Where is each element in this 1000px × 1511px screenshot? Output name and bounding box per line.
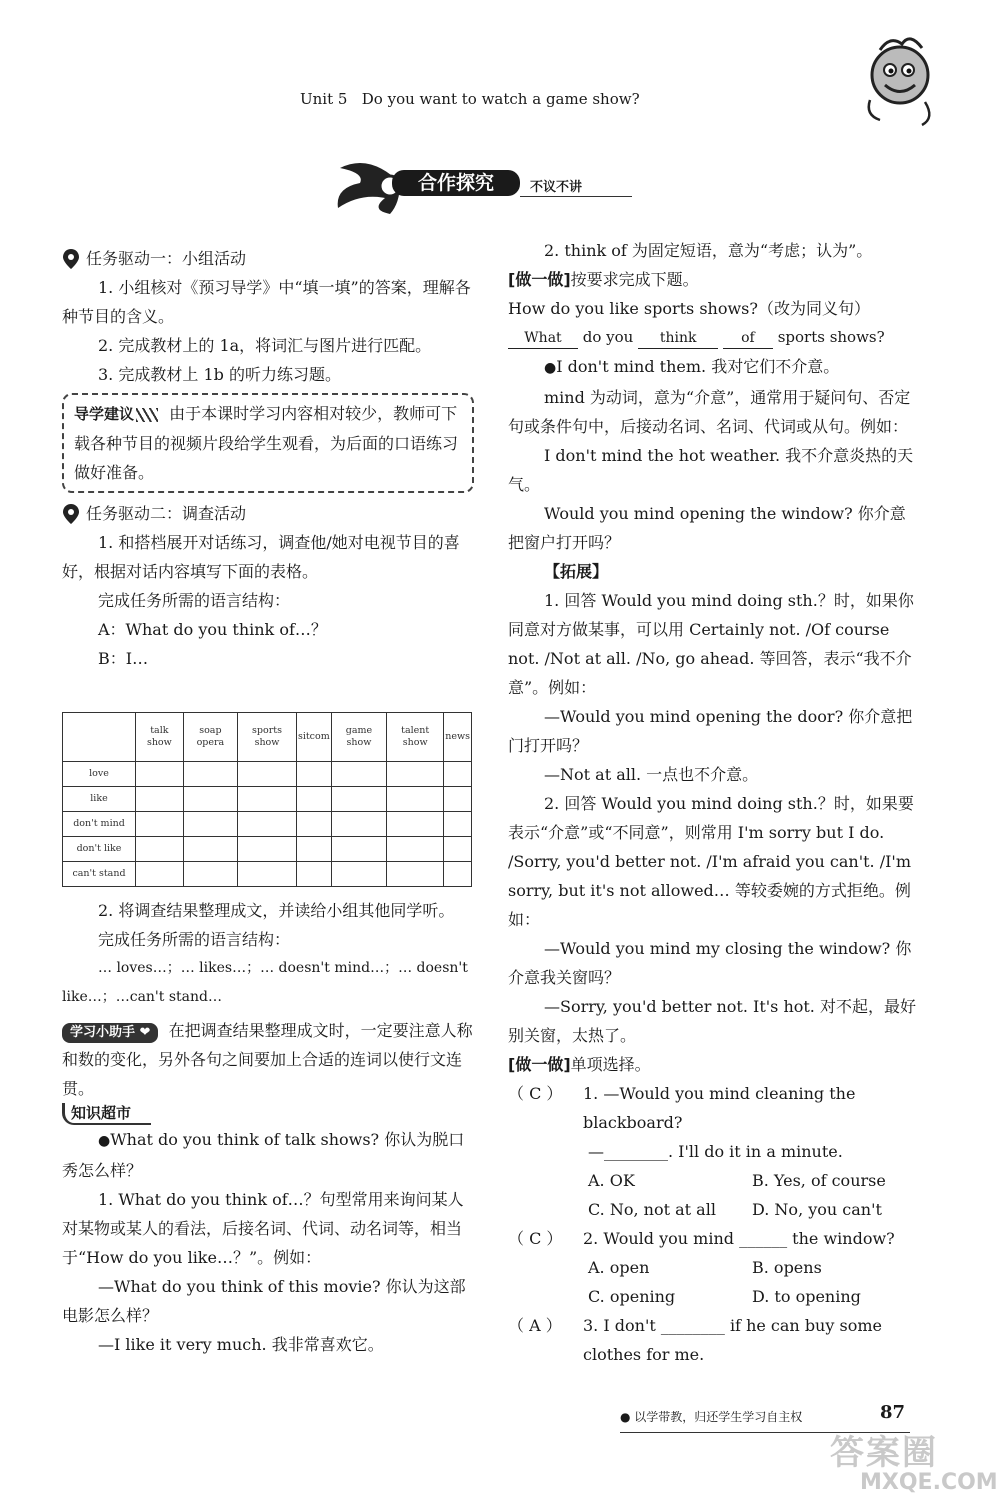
fill-in-line <box>508 323 916 352</box>
table-row <box>63 812 472 837</box>
do-it-2 <box>508 1050 916 1079</box>
table-row <box>63 762 472 787</box>
table-cell[interactable] <box>387 837 444 862</box>
banner-title: 合作探究 <box>392 170 520 196</box>
do-it-2-text: 单项选择。 <box>570 1055 651 1074</box>
table-cell[interactable] <box>387 787 444 812</box>
expand-1-example-2: —Not at all. 一点也不介意。 <box>544 765 759 784</box>
table-cell[interactable] <box>444 837 472 862</box>
fill-text-1: do you <box>582 328 634 346</box>
expand-2: 2. 回答 Would you mind doing sth.？时，如果要表示“介意”或“不同意”，则常用 I'm sorry but I do. /Sorry, you'd better not. /I'm afraid you can't. /I'm sorry, but it's not allowed… 等较委婉的方式拒绝。例如： <box>508 794 914 929</box>
tip-text: 由于本课时学习内容相对较少，教师可下载各种节目的视频片段给学生观看，为后面的口语练习做好准备。 <box>74 404 459 482</box>
table-cell[interactable] <box>183 762 237 787</box>
knowledge-label: 知识超市 <box>62 1103 151 1125</box>
dialog-a: A：What do you think of…？ <box>98 620 327 639</box>
question-1-reply: —________. I'll do it in a minute. <box>588 1142 843 1161</box>
bullet-icon: ● <box>544 360 557 376</box>
table-cell[interactable] <box>296 762 331 787</box>
location-pin-icon <box>62 503 80 525</box>
k2-text: mind 为动词，意为“介意”，通常用于疑问句、否定句或条件句中，后接动名词、名词、代词或从句。例如： <box>508 388 911 436</box>
table-cell[interactable] <box>238 837 297 862</box>
table-cell[interactable] <box>183 837 237 862</box>
helper-label-text: 学习小助手 <box>70 1025 136 1040</box>
left-column-lower <box>62 896 474 1359</box>
helper-text: 在把调查结果整理成文时，一定要注意人称和数的变化，另外各句之间要加上合适的连词以使行文连贯。 <box>62 1021 473 1098</box>
k2-example-1: I don't mind the hot weather. 我不介意炎热的天气。 <box>508 446 914 494</box>
right-column <box>508 236 916 1369</box>
structure-text: … loves…；… likes…；… doesn't mind…；… doesn't like…；…can't stand… <box>62 960 468 1005</box>
table-row <box>63 862 472 887</box>
tip-label: 导学建议 <box>74 405 135 423</box>
fill-text-end: sports shows? <box>777 328 885 346</box>
table-cell[interactable] <box>331 812 386 837</box>
task1-item-3: 3. 完成教材上 1b 的听力练习题。 <box>98 365 341 384</box>
option[interactable]: A. open <box>588 1258 650 1277</box>
table-header-cell: talk show <box>136 713 184 762</box>
task2-item-2: 2. 将调查结果整理成文，并读给小组其他同学听。 <box>98 901 455 920</box>
table-cell[interactable] <box>387 762 444 787</box>
k1-title-text: What do you think of talk shows? 你认为脱口秀怎么样？ <box>62 1130 465 1180</box>
banner-subtitle: 不议不讲 <box>530 180 583 195</box>
row-label: like <box>63 787 136 812</box>
expand-label: 【拓展】 <box>544 562 609 581</box>
option[interactable]: B. opens <box>752 1258 822 1277</box>
table-cell[interactable] <box>444 762 472 787</box>
table-cell[interactable] <box>444 787 472 812</box>
k2-example-2: Would you mind opening the window? 你介意把窗户打开吗？ <box>508 504 906 552</box>
hatch-icon <box>136 408 158 422</box>
expand-2-example-1: —Would you mind my closing the window? 你介意我关窗吗？ <box>508 939 912 987</box>
bullet-icon: ● <box>98 1133 111 1149</box>
tip-box <box>62 393 474 493</box>
question-3-text: 3. I don't ________ if he can buy some clothes for me. <box>583 1316 882 1364</box>
row-label: love <box>63 762 136 787</box>
do-it-1 <box>508 265 916 294</box>
option[interactable]: A. OK <box>588 1171 635 1190</box>
task2-item-1: 1. 和搭档展开对话练习，调查他/她对电视节目的喜好，根据对话内容填写下面的表格。 <box>62 533 460 581</box>
rewrite-question: How do you like sports shows?（改为同义句） <box>508 299 870 318</box>
helper-paragraph <box>62 1016 474 1103</box>
structure-label-2: 完成任务所需的语言结构： <box>98 930 291 949</box>
question-2-options-row-2 <box>508 1282 916 1311</box>
question-2 <box>508 1224 916 1253</box>
running-header <box>300 90 720 108</box>
answer-2[interactable]: （ C ） <box>508 1229 563 1248</box>
mascot-icon <box>840 30 960 130</box>
question-1-options-row-2 <box>508 1195 916 1224</box>
table-cell[interactable] <box>296 862 331 887</box>
table-cell[interactable] <box>136 837 184 862</box>
option[interactable]: C. opening <box>588 1287 676 1306</box>
footer-slogan-text: 以学带教，归还学生学习自主权 <box>634 1410 803 1424</box>
k1-example-2: —I like it very much. 我非常喜欢它。 <box>98 1335 384 1354</box>
row-label: don't mind <box>63 812 136 837</box>
think-of-note: 2. think of 为固定短语，意为“考虑；认为”。 <box>544 241 873 260</box>
table-corner-cell <box>63 713 136 762</box>
table-cell[interactable] <box>136 862 184 887</box>
structure-label: 完成任务所需的语言结构： <box>98 591 291 610</box>
table-cell[interactable] <box>444 812 472 837</box>
k1-example-1: —What do you think of this movie? 你认为这部电影怎么样？ <box>62 1277 466 1325</box>
task2-title: 任务驱动二：调查活动 <box>86 504 247 523</box>
table-header-cell: news <box>444 713 472 762</box>
table-cell[interactable] <box>183 862 237 887</box>
knowledge-heading <box>62 1103 474 1125</box>
task1-item-1: 1. 小组核对《预习导学》中“填一填”的答案，理解各种节目的含义。 <box>62 278 471 326</box>
location-pin-icon <box>62 248 80 270</box>
table-cell[interactable] <box>183 812 237 837</box>
row-label: can't stand <box>63 862 136 887</box>
task1-item-2: 2. 完成教材上的 1a，将词汇与图片进行匹配。 <box>98 336 432 355</box>
table-cell[interactable] <box>183 787 237 812</box>
do-it-2-label: [做一做] <box>508 1055 571 1074</box>
k1-title <box>62 1125 474 1185</box>
question-2-text: 2. Would you mind ______ the window? <box>583 1229 895 1248</box>
table-row <box>63 787 472 812</box>
k2-title <box>508 352 916 383</box>
table-header-cell: sports show <box>238 713 297 762</box>
option[interactable]: C. No, not at all <box>588 1200 716 1219</box>
expand-2-example-2: —Sorry, you'd better not. It's hot. 对不起，最好别关窗，太热了。 <box>508 997 916 1045</box>
watermark-sub: MXQE.COM <box>860 1470 998 1495</box>
unit-label: Unit 5 <box>300 90 348 108</box>
table-cell[interactable] <box>444 862 472 887</box>
dialog-b: B：I… <box>98 649 149 668</box>
option[interactable]: B. Yes, of course <box>752 1171 886 1190</box>
question-3 <box>508 1311 916 1369</box>
table-row <box>63 837 472 862</box>
table-cell[interactable] <box>296 812 331 837</box>
expand-1: 1. 回答 Would you mind doing sth.？时，如果你同意对方做某事，可以用 Certainly not. /Of course not. /Not at all. /No, go ahead. 等回答，表示“我不介意”。例如： <box>508 591 914 697</box>
option[interactable]: D. to opening <box>752 1287 861 1306</box>
question-1-options-row-1 <box>508 1166 916 1195</box>
table-cell[interactable] <box>238 762 297 787</box>
do-it-2-label-text: 做一做 <box>515 1055 564 1074</box>
section-banner <box>330 148 640 218</box>
table-cell[interactable] <box>331 762 386 787</box>
do-it-label: [做一做] <box>508 270 571 289</box>
table-header-cell: game show <box>331 713 386 762</box>
fill-blank-1[interactable]: What <box>508 328 578 349</box>
table-cell[interactable] <box>238 812 297 837</box>
helper-label: 学习小助手 ❤ <box>62 1023 158 1043</box>
table-header-cell: sitcom <box>296 713 331 762</box>
footer-slogan: ● 以学带教，归还学生学习自主权 <box>620 1410 803 1424</box>
question-1-text: 1. —Would you mind cleaning the blackboard? <box>583 1084 856 1132</box>
question-2-options-row-1 <box>508 1253 916 1282</box>
table-cell[interactable] <box>296 787 331 812</box>
table-header-cell: soap opera <box>183 713 237 762</box>
table-cell[interactable] <box>238 862 297 887</box>
table-cell[interactable] <box>136 762 184 787</box>
page-number: 87 <box>880 1402 906 1423</box>
do-it-label-text: 做一做 <box>515 270 564 289</box>
table-cell[interactable] <box>331 837 386 862</box>
task1-heading <box>62 244 474 273</box>
option[interactable]: D. No, you can't <box>752 1200 882 1219</box>
table-cell[interactable] <box>238 787 297 812</box>
table-cell[interactable] <box>136 787 184 812</box>
survey-table <box>62 712 472 887</box>
left-column <box>62 244 474 673</box>
k2-title-text: I don't mind them. 我对它们不介意。 <box>556 357 840 376</box>
row-label: don't like <box>63 837 136 862</box>
table-cell[interactable] <box>136 812 184 837</box>
table-cell[interactable] <box>387 862 444 887</box>
table-header-row <box>63 713 472 762</box>
banner-underline <box>520 196 632 197</box>
table-cell[interactable] <box>331 787 386 812</box>
answer-3[interactable]: （ A ） <box>508 1316 562 1335</box>
task2-heading <box>62 499 474 528</box>
watermark: 答案圈 <box>830 1433 938 1473</box>
do-it-text: 按要求完成下题。 <box>570 270 699 289</box>
task1-title: 任务驱动一：小组活动 <box>86 249 247 268</box>
table-cell[interactable] <box>296 837 331 862</box>
question-1 <box>508 1079 916 1137</box>
k1-text: 1. What do you think of…？句型常用来询问某人对某物或某人的看法，后接名词、代词、动名词等，相当于“How do you like…？”。例如： <box>62 1190 464 1267</box>
fill-blank-3[interactable]: of <box>723 328 773 349</box>
table-cell[interactable] <box>387 812 444 837</box>
expand-1-example-1: —Would you mind opening the door? 你介意把门打开吗？ <box>508 707 913 755</box>
answer-1[interactable]: （ C ） <box>508 1084 563 1103</box>
table-cell[interactable] <box>331 862 386 887</box>
table-header-cell: talent show <box>387 713 444 762</box>
fill-blank-2[interactable]: think <box>638 328 718 349</box>
unit-title: Do you want to watch a game show? <box>361 90 640 108</box>
